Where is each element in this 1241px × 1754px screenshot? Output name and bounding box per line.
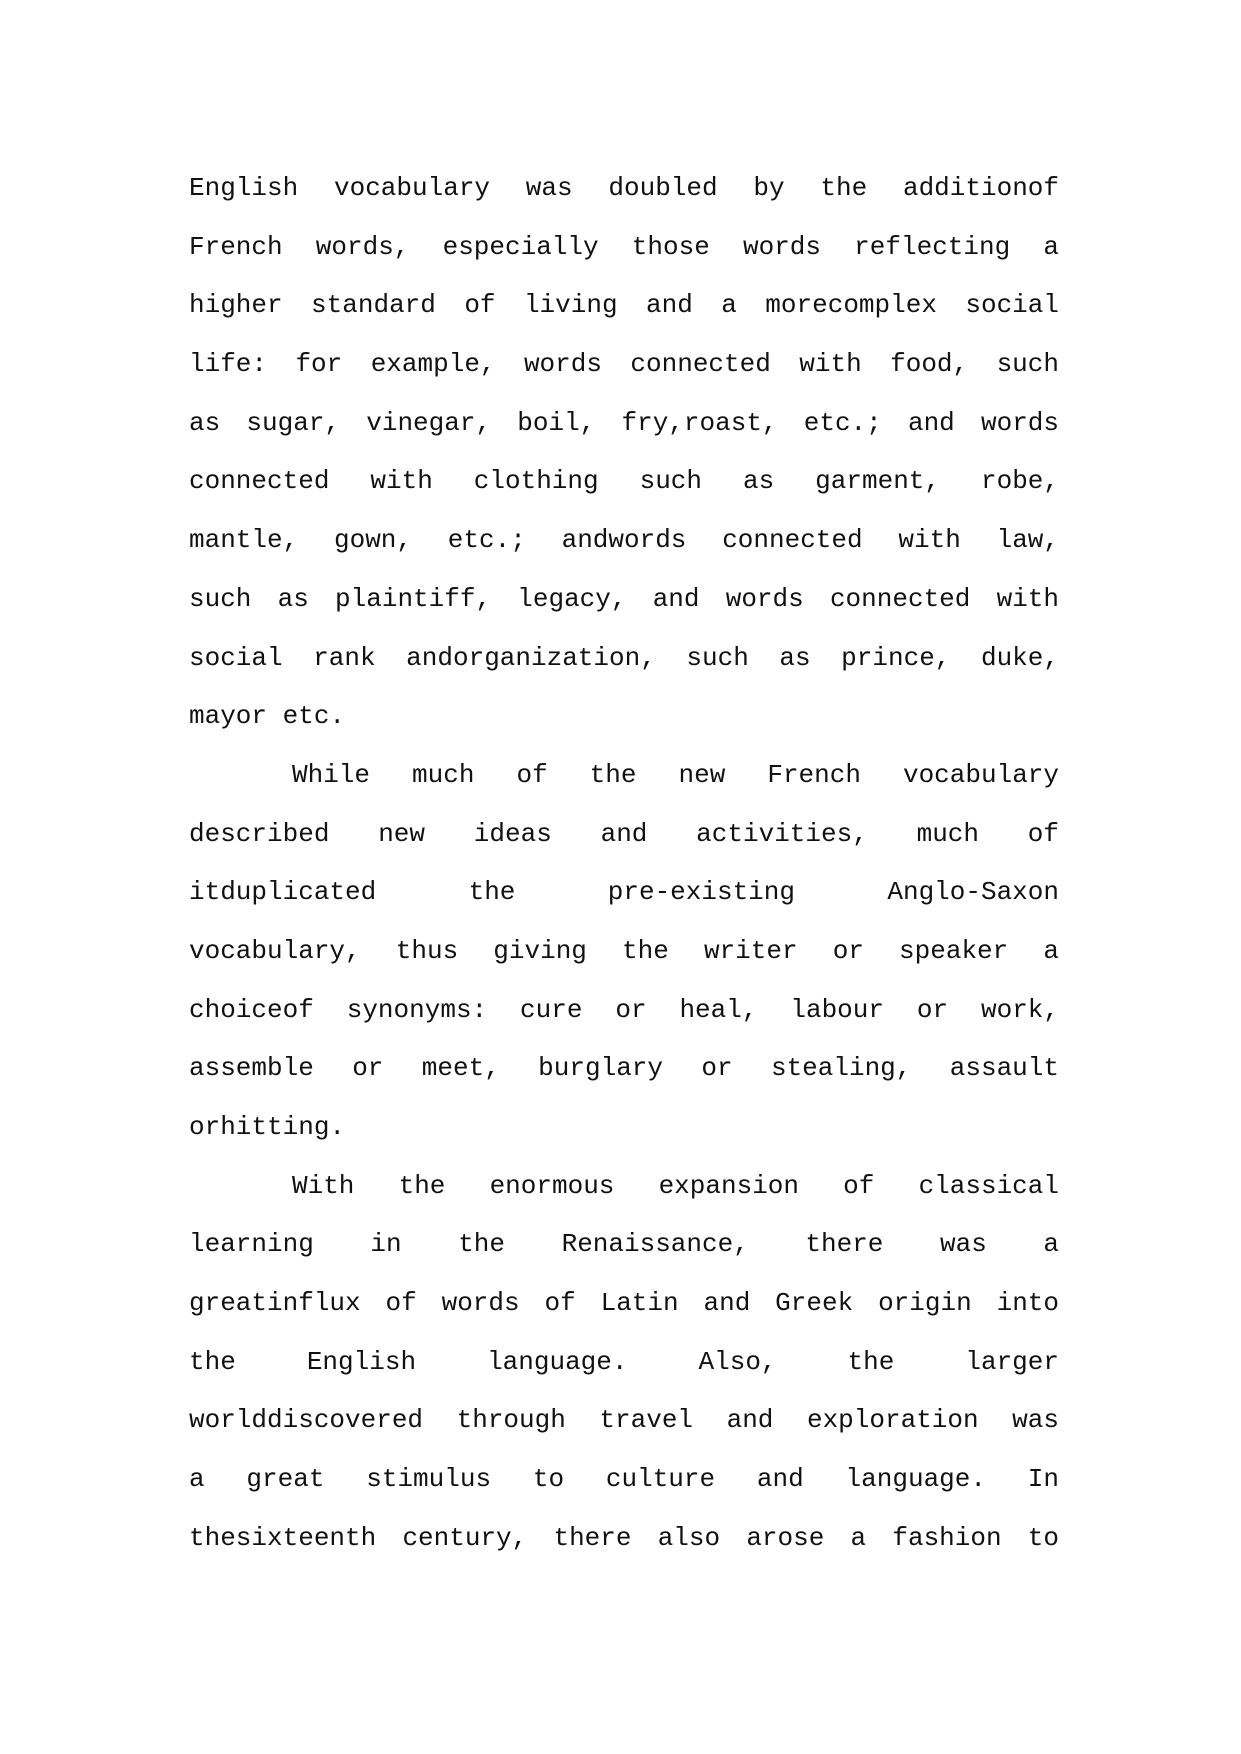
text-line: described new ideas and activities, much of <box>189 818 1059 849</box>
text-line: greatinflux of words of Latin and Greek origin into <box>189 1288 1059 1319</box>
text-line: the English language. Also, the larger <box>189 1346 1059 1377</box>
text-line: social rank andorganization, such as prince, duke, <box>189 642 1059 673</box>
text-line: thesixteenth century, there also arose a fashion to <box>189 1522 1059 1553</box>
paragraph <box>189 1157 1059 1568</box>
text-line: While much of the new French vocabulary <box>292 759 1059 790</box>
text-line: French words, especially those words reflecting a <box>189 231 1059 262</box>
text-line: life: for example, words connected with food, such <box>189 349 1059 380</box>
text-line: mantle, gown, etc.; andwords connected with law, <box>189 525 1059 556</box>
text-line: assemble or meet, burglary or stealing, assault <box>189 1053 1059 1084</box>
text-line: orhitting. <box>189 1112 346 1142</box>
text-line: With the enormous expansion of classical <box>292 1170 1059 1201</box>
text-line: worlddiscovered through travel and exploration was <box>189 1405 1059 1436</box>
text-line: choiceof synonyms: cure or heal, labour or work, <box>189 994 1059 1025</box>
text-line: as sugar, vinegar, boil, fry,roast, etc.; and words <box>189 407 1059 438</box>
paragraph <box>189 159 1059 746</box>
text-line: mayor etc. <box>189 701 346 732</box>
text-line: such as plaintiff, legacy, and words connected with <box>189 583 1059 614</box>
text-line: a great stimulus to culture and language. In <box>189 1464 1059 1495</box>
text-line: learning in the Renaissance, there was a <box>189 1229 1059 1260</box>
text-line: higher standard of living and a morecomplex social <box>189 290 1059 321</box>
text-line: English vocabulary was doubled by the additionof <box>189 173 1059 203</box>
document-body <box>189 159 1059 1568</box>
text-line: vocabulary, thus giving the writer or speaker a <box>189 935 1059 966</box>
text-line: connected with clothing such as garment, robe, <box>189 466 1059 497</box>
text-line: itduplicated the pre-existing Anglo-Saxon <box>189 877 1059 908</box>
paragraph <box>189 746 1059 1157</box>
